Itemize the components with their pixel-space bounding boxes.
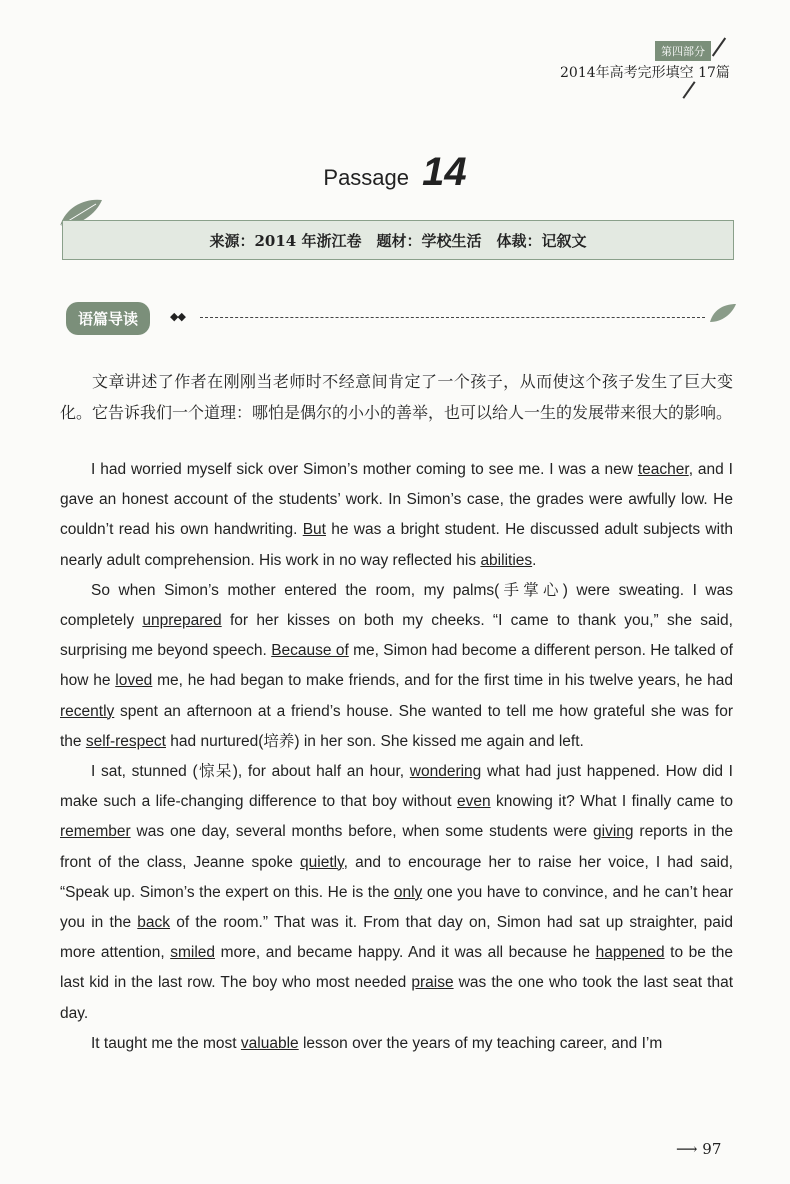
text-run: I sat, stunned (惊呆), for about half an hour, (91, 763, 410, 781)
text-run: So when Simon’s mother entered the room, my palms(手掌心) were sweating. I was completely (60, 581, 733, 630)
text-run: , and to encourage her to raise her voice, I had said, “Speak up. Simon’s the expert on this. He is the (60, 853, 733, 901)
text-run: of the room.” That was it. From that day on, Simon had sat up straighter, paid more attention, (60, 914, 733, 962)
section-tag: 第四部分 (655, 41, 711, 61)
source-info-bar: 来源：2014 年浙江卷 题材：学校生活 体裁：记叙文 (62, 220, 734, 260)
underlined-word: quietly (300, 853, 344, 871)
underlined-word: praise (411, 974, 454, 992)
underlined-word: unprepared (142, 612, 222, 630)
text-run: . (532, 551, 537, 569)
underlined-word: teacher (637, 461, 689, 478)
paragraph (60, 757, 733, 1029)
underlined-word: recently (60, 702, 115, 720)
text-run: was the one who took the last seat that day. (60, 974, 733, 1022)
underlined-word: But (302, 521, 326, 539)
underlined-word: giving (593, 823, 634, 841)
divider (712, 37, 726, 56)
diamond-icon: ◆◆ (170, 310, 185, 323)
text-run: I had worried myself sick over Simon’s mother coming to see me. I was a new (91, 461, 638, 478)
passage-title (0, 150, 790, 195)
underlined-word: loved (115, 672, 153, 690)
divider (682, 81, 695, 99)
underlined-word: wondering (409, 763, 482, 781)
running-header-title: 2014年高考完形填空 17篇 (560, 65, 730, 81)
underlined-word: back (137, 914, 171, 932)
text-run: more, and became happy. And it was all because he (215, 944, 596, 962)
leaf-icon (708, 302, 738, 324)
text-run: was one day, several months before, when some students were (130, 823, 594, 841)
underlined-word: even (456, 793, 491, 811)
underlined-word: happened (595, 944, 665, 962)
text-run: spent an afternoon at a friend’s house. She wanted to tell me how grateful she was for the (60, 702, 733, 750)
text-run: one you have to convince, and he can’t hear you in the (60, 883, 734, 932)
paragraph (60, 455, 733, 576)
section-badge: 语篇导读 (66, 302, 150, 335)
underlined-word: remember (60, 823, 131, 841)
paragraph (60, 1029, 733, 1059)
underlined-word: self-respect (85, 732, 166, 750)
text-run: me, Simon had become a different person. He talked of how he (60, 642, 733, 690)
text-run: me, he had began to make friends, and for the first time in his twelve years, he had (152, 672, 733, 690)
underlined-word: abilities (480, 551, 533, 569)
text-run: knowing it? What I finally came to (490, 793, 733, 811)
underlined-word: Because of (271, 642, 349, 660)
text-run: what had just happened. How did I make such a life-changing difference to that boy without (60, 763, 733, 811)
passage-number: 14 (422, 150, 467, 194)
text-run: had nurtured(培养) in her son. She kissed me again and left. (165, 732, 584, 750)
page-number-value: 97 (702, 1140, 722, 1158)
underlined-word: smiled (170, 944, 216, 962)
text-run: lesson over the years of my teaching career, and I’m (298, 1034, 663, 1052)
passage-body (60, 455, 733, 1059)
underlined-word: valuable (240, 1034, 299, 1052)
page-number: ⟶ 97 (676, 1140, 722, 1158)
text-run: , and I gave an honest account of the students’ work. In Simon’s case, the grades were awfully low. He couldn’t read his own handwriting. (60, 461, 733, 539)
text-run: he was a bright student. He discussed adult subjects with nearly adult comprehension. His work in no way reflected his (60, 521, 733, 569)
text-run: It taught me the most (91, 1034, 241, 1052)
underlined-word: only (393, 883, 423, 901)
passage-label: Passage (323, 165, 410, 190)
dashed-divider (200, 317, 705, 318)
text-run: to be the last kid in the last row. The boy who most needed (60, 944, 733, 992)
paragraph (60, 576, 733, 757)
text-run: for her kisses on both my cheeks. “I came to thank you,” she said, surprising me beyond speech. (60, 612, 733, 660)
intro-summary: 文章讲述了作者在刚刚当老师时不经意间肯定了一个孩子，从而使这个孩子发生了巨大变化。它告诉我们一个道理：哪怕是偶尔的小小的善举，也可以给人一生的发展带来很大的影响。 (60, 372, 733, 422)
text-run: reports in the front of the class, Jeanne spoke (60, 823, 734, 871)
